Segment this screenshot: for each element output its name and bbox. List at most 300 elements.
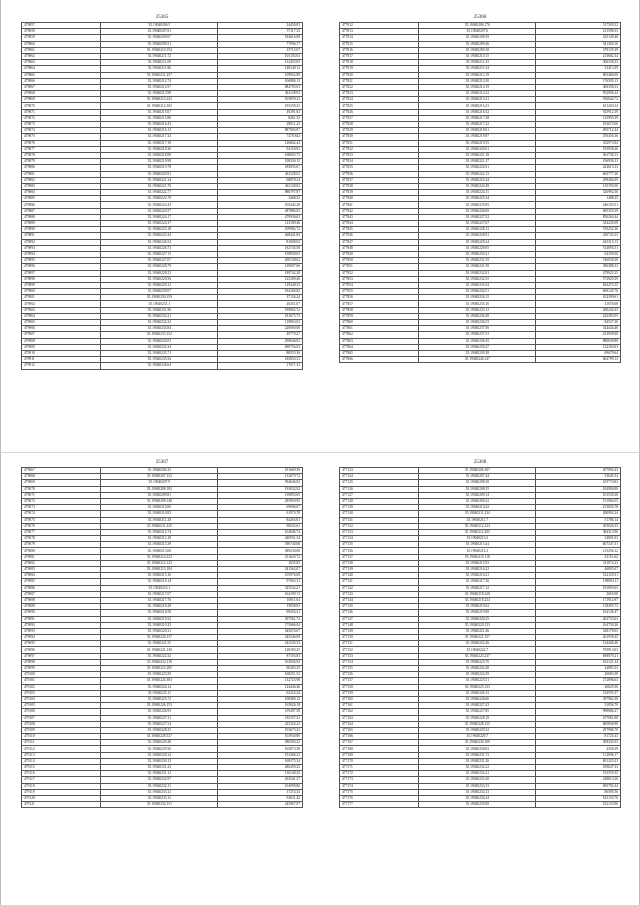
code-cell: 35.19040209.07 <box>101 35 218 41</box>
amount-cell: 390740.68 <box>218 542 303 548</box>
code-cell: 35.19040234.03 <box>101 338 218 344</box>
code-cell: 35.19040227.15 <box>101 251 218 257</box>
amount-cell: 81725.43 <box>536 734 621 740</box>
amount-cell: 341360.16 <box>536 41 621 47</box>
code-cell: 35.19040208.38 <box>419 480 536 486</box>
amount-cell: 8461.33 <box>218 115 303 121</box>
code-cell: 35.19040214.223 <box>101 554 218 560</box>
amount-cell: 28011.23 <box>218 122 303 128</box>
code-cell: 35.19040227.54 <box>101 721 218 727</box>
row-id-cell: 479067 <box>22 468 101 474</box>
row-id-cell: 479862 <box>22 53 101 59</box>
amount-cell: 159858.03 <box>218 251 303 257</box>
row-id-cell: 479111 <box>22 740 101 746</box>
row-id-cell: 477814 <box>340 35 419 41</box>
code-cell: 35.19040230.109 <box>419 740 536 746</box>
row-id-cell: 479118 <box>22 783 101 789</box>
page-separator <box>0 452 640 453</box>
amount-cell: 306338.33 <box>536 60 621 66</box>
amount-cell: 280992.24 <box>536 511 621 517</box>
amount-cell: 242545.53 <box>218 641 303 647</box>
code-cell: 35.19040240.147 <box>419 357 536 363</box>
code-cell: 35.19040228.23 <box>101 270 218 276</box>
row-id-cell: 477856 <box>340 295 419 301</box>
code-cell: 35.19040223.44 <box>419 177 536 183</box>
amount-cell: 84263.81 <box>218 517 303 523</box>
amount-cell: 261939.43 <box>536 635 621 641</box>
row-id-cell: 479892 <box>22 239 101 245</box>
amount-cell: 62224.24 <box>218 690 303 696</box>
row-id-cell: 477155 <box>340 666 419 672</box>
amount-cell: 193159.23 <box>218 103 303 109</box>
row-id-cell: 479878 <box>22 152 101 158</box>
row-id-cell: 479882 <box>22 177 101 183</box>
amount-cell: 105103.03 <box>218 53 303 59</box>
row-id-cell: 477164 <box>340 721 419 727</box>
amount-cell: 7470.842 <box>218 134 303 140</box>
row-id-cell: 479901 <box>22 295 101 301</box>
amount-cell: 952906.24 <box>536 91 621 97</box>
code-cell: 35.19040230.14 <box>101 752 218 758</box>
amount-cell: 148140.13 <box>218 66 303 72</box>
row-id-cell: 479083 <box>22 567 101 573</box>
code-cell: 35.19040227.52 <box>419 214 536 220</box>
code-cell: 35.19040211.23 <box>419 60 536 66</box>
code-cell: 35.19040236.48 <box>419 313 536 319</box>
row-id-cell: 477137 <box>340 554 419 560</box>
code-cell: 35.19040222.32 <box>101 653 218 659</box>
amount-cell: 334245.08 <box>536 221 621 227</box>
row-id-cell: 477844 <box>340 221 419 227</box>
amount-cell: 104994.80 <box>536 486 621 492</box>
row-id-cell: 477150 <box>340 635 419 641</box>
code-cell: 35.19040217.22 <box>419 122 536 128</box>
row-id-cell: 479119 <box>22 789 101 795</box>
code-cell: 35.19040234.15 <box>419 295 536 301</box>
amount-cell: 33645.34 <box>536 474 621 480</box>
code-cell: 35.19040221.157 <box>419 635 536 641</box>
row-id-cell: 477843 <box>340 214 419 220</box>
data-table <box>339 22 621 363</box>
code-cell: 35.19040222.13 <box>419 171 536 177</box>
amount-cell: 102399.61 <box>536 295 621 301</box>
row-id-cell: 479858 <box>22 29 101 35</box>
row-id-cell: 477125 <box>340 480 419 486</box>
row-id-cell: 477816 <box>340 47 419 53</box>
row-id-cell: 479086 <box>22 585 101 591</box>
code-cell: 35.19040238.45 <box>419 338 536 344</box>
amount-cell: 151064.55 <box>536 498 621 504</box>
amount-cell: 81690.03 <box>218 239 303 245</box>
row-id-cell: 479120 <box>22 795 101 801</box>
code-cell: 35.19040224.17 <box>101 214 218 220</box>
row-id-cell: 477853 <box>340 276 419 282</box>
amount-cell: 105774.83 <box>536 480 621 486</box>
row-id-cell: 479863 <box>22 60 101 66</box>
code-cell: 35.19040209.14 <box>419 492 536 498</box>
amount-cell: 307561.72 <box>218 616 303 622</box>
amount-cell: 163056.94 <box>218 659 303 665</box>
amount-cell: 297986.70 <box>536 727 621 733</box>
code-cell: 35.19040218.61 <box>419 128 536 134</box>
row-id-cell: 479910 <box>22 350 101 356</box>
code-cell: 35.19040225.11 <box>101 690 218 696</box>
code-cell: 35.19040211.86 <box>101 66 218 72</box>
row-id-cell: 477828 <box>340 122 419 128</box>
code-cell: 35.19040233.11 <box>101 795 218 801</box>
code-cell: 35.19040207.44 <box>419 474 536 480</box>
code-cell: 35.19040207.152 <box>101 474 218 480</box>
code-cell: 35.19040214.3 <box>419 548 536 554</box>
amount-cell: 97663.31 <box>218 579 303 585</box>
code-cell: 35.19040218.28 <box>101 604 218 610</box>
code-cell: 35.19040217.32 <box>101 134 218 140</box>
code-cell: 35.19040226.73 <box>101 245 218 251</box>
amount-cell: 512129.31 <box>536 573 621 579</box>
code-cell: 35.19040220.61 <box>419 146 536 152</box>
row-id-cell: 479104 <box>22 696 101 702</box>
code-cell: 35.19040224.49 <box>419 183 536 189</box>
amount-cell: 223324.22 <box>218 721 303 727</box>
code-cell: 35.19040221.34 <box>101 177 218 183</box>
amount-cell: 165873.38 <box>218 746 303 752</box>
row-id-cell: 477822 <box>340 84 419 90</box>
page-title: 25365 <box>155 15 169 20</box>
row-id-cell: 477812 <box>340 23 419 29</box>
amount-cell: 61974.70 <box>218 511 303 517</box>
row-id-cell: 477830 <box>340 134 419 140</box>
amount-cell: 380503.23 <box>218 740 303 746</box>
code-cell: 35.19040218.36 <box>101 146 218 152</box>
amount-cell: 37117.33 <box>218 29 303 35</box>
code-cell: 35.19040235.56 <box>101 357 218 363</box>
code-cell: 35.19040208.35 <box>419 486 536 492</box>
row-id-cell: 477862 <box>340 332 419 338</box>
code-cell: 35.19040229.12 <box>101 282 218 288</box>
row-id-cell: 477832 <box>340 146 419 152</box>
code-cell: 35.19040239.38 <box>419 350 536 356</box>
code-cell: 35.19040212.223 <box>419 523 536 529</box>
code-cell: 35.19040207.6 <box>419 29 536 35</box>
code-cell: 35.19040212.74 <box>101 529 218 535</box>
row-id-cell: 477825 <box>340 103 419 109</box>
row-id-cell: 477835 <box>340 165 419 171</box>
table-row <box>340 357 621 363</box>
amount-cell: 611203.34 <box>536 103 621 109</box>
row-id-cell: 477821 <box>340 78 419 84</box>
amount-cell: 33413.39 <box>536 66 621 72</box>
amount-cell: 101539.38 <box>536 492 621 498</box>
amount-cell: 461128.03 <box>218 171 303 177</box>
amount-cell: 685856.98 <box>536 721 621 727</box>
amount-cell: 323149.40 <box>536 35 621 41</box>
code-cell: 35.19040223.76 <box>419 659 536 665</box>
row-id-cell: 477172 <box>340 771 419 777</box>
row-id-cell: 477124 <box>340 474 419 480</box>
amount-cell: 109052.98 <box>218 72 303 78</box>
amount-cell: 461128.03 <box>218 183 303 189</box>
code-cell: 35.19040217.28 <box>419 115 536 121</box>
amount-cell: 54801.03 <box>536 536 621 542</box>
amount-cell: 669143.76 <box>536 289 621 295</box>
code-cell: 35.19040235.71 <box>101 350 218 356</box>
amount-cell: 248613.30 <box>536 777 621 783</box>
code-cell: 35.19040232.21 <box>101 313 218 319</box>
row-id-cell: 479880 <box>22 165 101 171</box>
row-id-cell: 477147 <box>340 616 419 622</box>
row-id-cell: 479084 <box>22 573 101 579</box>
row-id-cell: 479072 <box>22 498 101 504</box>
amount-cell: 268242.33 <box>536 307 621 313</box>
row-id-cell: 477840 <box>340 196 419 202</box>
row-id-cell: 479069 <box>22 480 101 486</box>
row-id-cell: 479079 <box>22 542 101 548</box>
page-panel-3 <box>21 459 303 808</box>
row-id-cell: 477849 <box>340 251 419 257</box>
code-cell: 35.19040211.257 <box>101 72 218 78</box>
amount-cell: 69679.64 <box>536 350 621 356</box>
code-cell: 35.19040224.39 <box>419 672 536 678</box>
row-id-cell: 479902 <box>22 301 101 307</box>
amount-cell: 998886.27 <box>536 709 621 715</box>
code-cell: 35.19040222.46 <box>419 641 536 647</box>
code-cell: 35.19040231.72 <box>419 752 536 758</box>
code-cell: 35.19040230.07 <box>101 289 218 295</box>
amount-cell: 84527.36 <box>536 320 621 326</box>
row-id-cell: 479095 <box>22 641 101 647</box>
amount-cell: 246103.51 <box>536 202 621 208</box>
row-id-cell: 479898 <box>22 276 101 282</box>
code-cell: 35.19040212.19 <box>419 72 536 78</box>
row-id-cell: 479912 <box>22 363 101 369</box>
row-id-cell: 479117 <box>22 777 101 783</box>
row-id-cell: 479082 <box>22 560 101 566</box>
amount-cell: 46805.07 <box>536 567 621 573</box>
amount-cell: 193032.92 <box>218 486 303 492</box>
row-id-cell: 477174 <box>340 783 419 789</box>
row-id-cell: 477169 <box>340 752 419 758</box>
row-id-cell: 477854 <box>340 282 419 288</box>
table-row <box>340 802 621 808</box>
page-panel-2 <box>339 14 621 363</box>
amount-cell: 168003.73 <box>218 152 303 158</box>
amount-cell: 15838.83 <box>218 604 303 610</box>
row-id-cell: 479870 <box>22 103 101 109</box>
amount-cell: 698079.21 <box>536 653 621 659</box>
code-cell: 35.19040228.13 <box>419 227 536 233</box>
row-id-cell: 477820 <box>340 72 419 78</box>
row-id-cell: 479121 <box>22 802 101 808</box>
amount-cell: 165826.18 <box>218 703 303 709</box>
row-id-cell: 479108 <box>22 721 101 727</box>
code-cell: 35.19040229.32 <box>419 727 536 733</box>
row-id-cell: 477819 <box>340 66 419 72</box>
row-id-cell: 479864 <box>22 66 101 72</box>
row-id-cell: 479897 <box>22 270 101 276</box>
amount-cell: 280459.23 <box>218 765 303 771</box>
code-cell: 35.19040209.81 <box>101 492 218 498</box>
row-id-cell: 477168 <box>340 746 419 752</box>
code-cell: 35.19040239.47 <box>419 344 536 350</box>
row-id-cell: 477827 <box>340 115 419 121</box>
amount-cell: 231620.72 <box>218 554 303 560</box>
code-cell: 35.19040207.9 <box>101 480 218 486</box>
page-title: 25368 <box>473 460 487 465</box>
row-id-cell: 479867 <box>22 84 101 90</box>
amount-cell: 109982.72 <box>218 227 303 233</box>
code-cell: 35.19040209.22 <box>419 498 536 504</box>
amount-cell: 824273.33 <box>536 282 621 288</box>
code-cell: 35.19040233.20 <box>419 777 536 783</box>
row-id-cell: 477145 <box>340 604 419 610</box>
amount-cell: 528178.05 <box>536 628 621 634</box>
code-cell: 35.19040228.91 <box>419 233 536 239</box>
row-id-cell: 479109 <box>22 727 101 733</box>
code-cell: 35.19040229.56 <box>101 276 218 282</box>
amount-cell: 37274.34 <box>218 789 303 795</box>
code-cell: 35.19040225.18 <box>101 227 218 233</box>
code-cell: 35.19040223.43 <box>101 202 218 208</box>
code-cell: 35.19040215.80 <box>101 115 218 121</box>
amount-cell: 139097.66 <box>218 264 303 270</box>
amount-cell: 51786.14 <box>536 517 621 523</box>
code-cell: 35.19040224.303 <box>101 678 218 684</box>
code-cell: 35.19040223.237 <box>419 653 536 659</box>
row-id-cell: 479105 <box>22 703 101 709</box>
code-cell: 35.19040209.46 <box>419 41 536 47</box>
amount-cell: 164750.26 <box>536 622 621 628</box>
row-id-cell: 477173 <box>340 777 419 783</box>
row-id-cell: 477140 <box>340 573 419 579</box>
row-id-cell: 479905 <box>22 320 101 326</box>
amount-cell: 118495.73 <box>536 604 621 610</box>
amount-cell: 105976.08 <box>218 573 303 579</box>
row-id-cell: 479115 <box>22 765 101 771</box>
code-cell: 35.19040234.34 <box>101 344 218 350</box>
row-id-cell: 479107 <box>22 715 101 721</box>
amount-cell: 132163.63 <box>536 344 621 350</box>
row-id-cell: 477847 <box>340 239 419 245</box>
row-id-cell: 477176 <box>340 795 419 801</box>
code-cell: 35.19040220.137 <box>101 635 218 641</box>
row-id-cell: 479092 <box>22 622 101 628</box>
amount-cell: 476456.36 <box>536 134 621 140</box>
amount-cell: 163672.06 <box>536 122 621 128</box>
amount-cell: 23151.62 <box>536 554 621 560</box>
code-cell: 35.19040216.41 <box>419 573 536 579</box>
code-cell: 35.19040224.28 <box>419 666 536 672</box>
code-cell: 35.19040227.31 <box>101 715 218 721</box>
amount-cell: 2356.39 <box>536 746 621 752</box>
row-id-cell: 477166 <box>340 734 419 740</box>
amount-cell: 125993.39 <box>536 115 621 121</box>
amount-cell: 245967.07 <box>218 802 303 808</box>
amount-cell: 64158.56 <box>536 251 621 257</box>
code-cell: 35.19040212.18 <box>101 536 218 542</box>
row-id-cell: 477842 <box>340 208 419 214</box>
amount-cell: 259647.33 <box>536 765 621 771</box>
code-cell: 35.19040216.23 <box>419 103 536 109</box>
code-cell: 35.19040206.33 <box>101 468 218 474</box>
amount-cell: 389230.08 <box>218 548 303 554</box>
row-id-cell: 479096 <box>22 647 101 653</box>
amount-cell: 594646.83 <box>218 480 303 486</box>
code-cell: 35.19040232.81 <box>419 270 536 276</box>
amount-cell: 164146.47 <box>536 610 621 616</box>
row-id-cell: 479868 <box>22 91 101 97</box>
code-cell: 35.19040225.85 <box>419 202 536 208</box>
code-cell: 35.19040209.38 <box>419 47 536 53</box>
row-id-cell: 477836 <box>340 171 419 177</box>
code-cell: 35.19040216.52 <box>419 109 536 115</box>
code-cell: 35.19040231.1 <box>101 301 218 307</box>
amount-cell: 184160.82 <box>218 289 303 295</box>
code-cell: 35.19040209.148 <box>101 498 218 504</box>
code-cell: 35.19040221.130 <box>101 647 218 653</box>
code-cell: 35.19040234.13 <box>419 789 536 795</box>
code-cell: 35.19040225.51 <box>419 678 536 684</box>
row-id-cell: 479889 <box>22 221 101 227</box>
amount-cell: 103859.23 <box>218 97 303 103</box>
code-cell: 35.19040214.125 <box>101 560 218 566</box>
amount-cell: 880658.88 <box>536 338 621 344</box>
page-panel-4 <box>339 459 621 808</box>
row-id-cell: 477165 <box>340 727 419 733</box>
amount-cell: 119863.03 <box>218 320 303 326</box>
code-cell: 35.19040234.151 <box>101 802 218 808</box>
row-id-cell: 477133 <box>340 529 419 535</box>
amount-cell: 384313.96 <box>536 529 621 535</box>
row-id-cell: 477162 <box>340 709 419 715</box>
code-cell: 35.19040219.78 <box>101 165 218 171</box>
row-id-cell: 479110 <box>22 734 101 740</box>
row-id-cell: 477154 <box>340 659 419 665</box>
row-id-cell: 479097 <box>22 653 101 659</box>
amount-cell: 1408.25 <box>536 196 621 202</box>
row-id-cell: 479896 <box>22 264 101 270</box>
code-cell: 35.19040218.58 <box>101 610 218 616</box>
row-id-cell: 479888 <box>22 214 101 220</box>
amount-cell: 182745.58 <box>218 245 303 251</box>
code-cell: 35.19040234.51 <box>419 289 536 295</box>
amount-cell: 191466.23 <box>218 752 303 758</box>
code-cell: 35.19040231.12 <box>101 771 218 777</box>
code-cell: 35.19040219.25 <box>101 622 218 628</box>
code-cell: 35.19040220.25 <box>419 616 536 622</box>
row-id-cell: 479094 <box>22 635 101 641</box>
row-id-cell: 479861 <box>22 47 101 53</box>
amount-cell: 103930.80 <box>218 734 303 740</box>
amount-cell: 24450.03 <box>218 23 303 29</box>
row-id-cell: 479073 <box>22 505 101 511</box>
row-id-cell: 479875 <box>22 134 101 140</box>
row-id-cell: 477130 <box>340 511 419 517</box>
code-cell: 35.19040228.25 <box>101 727 218 733</box>
code-cell: 35.19040215.67 <box>101 109 218 115</box>
amount-cell: 26683.38 <box>536 672 621 678</box>
code-cell: 35.19040237.31 <box>419 332 536 338</box>
code-cell: 35.19040219.55 <box>419 140 536 146</box>
code-cell: 35.19040227.43 <box>419 703 536 709</box>
row-id-cell: 477171 <box>340 765 419 771</box>
row-id-cell: 477139 <box>340 567 419 573</box>
code-cell: 35.19040230.159 <box>101 295 218 301</box>
code-cell: 35.19040215.104 <box>101 567 218 573</box>
row-id-cell: 477861 <box>340 326 419 332</box>
row-id-cell: 477123 <box>340 468 419 474</box>
code-cell: 35.19040208.183 <box>101 486 218 492</box>
code-cell: 35.19040212.97 <box>101 84 218 90</box>
